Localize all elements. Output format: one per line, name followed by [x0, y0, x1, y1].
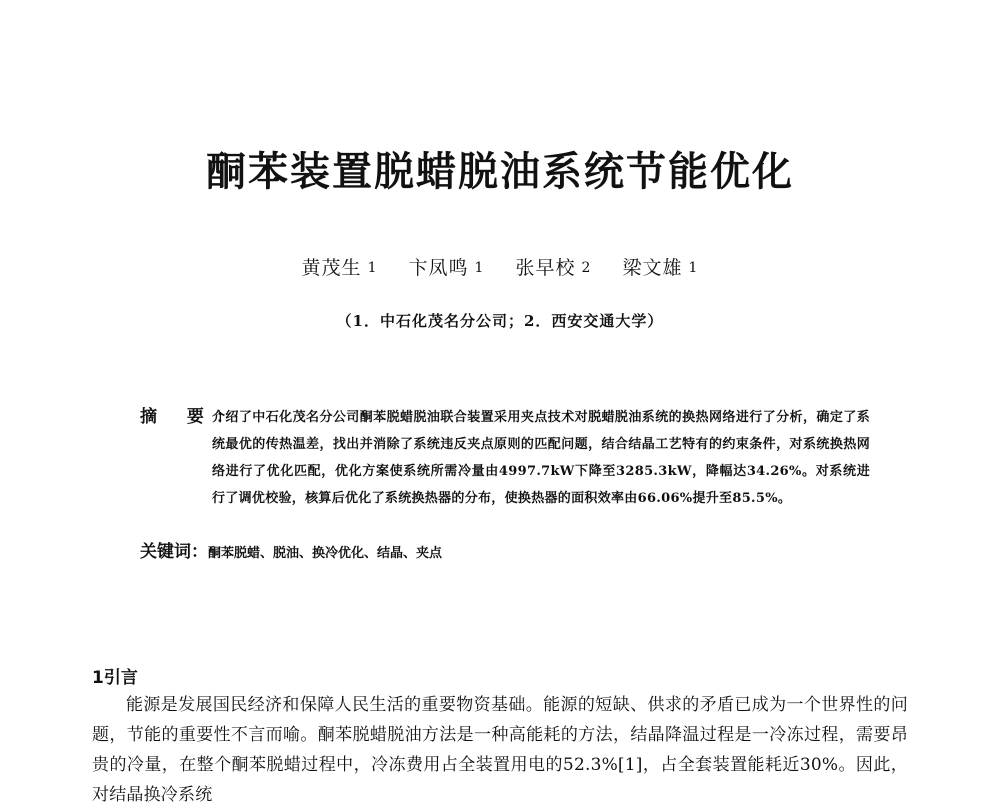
author-name: 卞凤鸣 — [408, 257, 469, 279]
author-affiliation-mark: 2 — [581, 260, 592, 276]
author-name: 梁文雄 — [622, 257, 683, 279]
keywords-label: 关键词： — [140, 542, 208, 562]
author — [623, 254, 699, 284]
author-affiliation-mark: 1 — [367, 260, 378, 276]
author-name: 黄茂生 — [301, 257, 362, 279]
abstract-label: 摘 要： — [140, 407, 245, 427]
abstract-text: 介绍了中石化茂名分公司酮苯脱蜡脱油联合装置采用夹点技术对脱蜡脱油系统的换热网络进行了分析，确定了系统最优的传热温差，找出并消除了系统违反夹点原则的匹配问题，结合结晶工艺特有的约束条件，对系统换热网络进行了优化匹配，优化方案使系统所需冷量由4997.7kW下降至3285.3kW，降幅达34.26%。对系统进行了调优校验，核算后优化了系统换热器的分布，使换热器的面积效率由66.06%提升至85.5%。 — [212, 410, 870, 506]
author-affiliation-mark: 1 — [688, 260, 699, 276]
author-affiliation-mark: 1 — [474, 260, 485, 276]
author-name: 张早校 — [515, 257, 576, 279]
author-list — [0, 254, 1000, 284]
author — [409, 254, 485, 284]
keywords-text: 酮苯脱蜡、脱油、换冷优化、结晶、夹点 — [208, 546, 443, 561]
paper-title: 酮苯装置脱蜡脱油系统节能优化 — [206, 149, 794, 195]
author — [302, 254, 378, 284]
abstract-block — [140, 404, 870, 512]
section-heading: 1引言 — [92, 668, 138, 688]
section-paragraph: 能源是发展国民经济和保障人民生活的重要物资基础。能源的短缺、供求的矛盾已成为一个世界性的问题，节能的重要性不言而喻。酮苯脱蜡脱油方法是一种高能耗的方法，结晶降温过程是一冷冻过程，需要昂贵的冷量，在整个酮苯脱蜡过程中，冷冻费用占全装置用电的52.3%[1]，占全套装置能耗近30%。因此，对结晶换冷系统 — [92, 695, 908, 805]
keywords-block — [140, 539, 870, 567]
author — [516, 254, 592, 284]
affiliation-line: （1．中石化茂名分公司；2．西安交通大学） — [336, 312, 664, 330]
